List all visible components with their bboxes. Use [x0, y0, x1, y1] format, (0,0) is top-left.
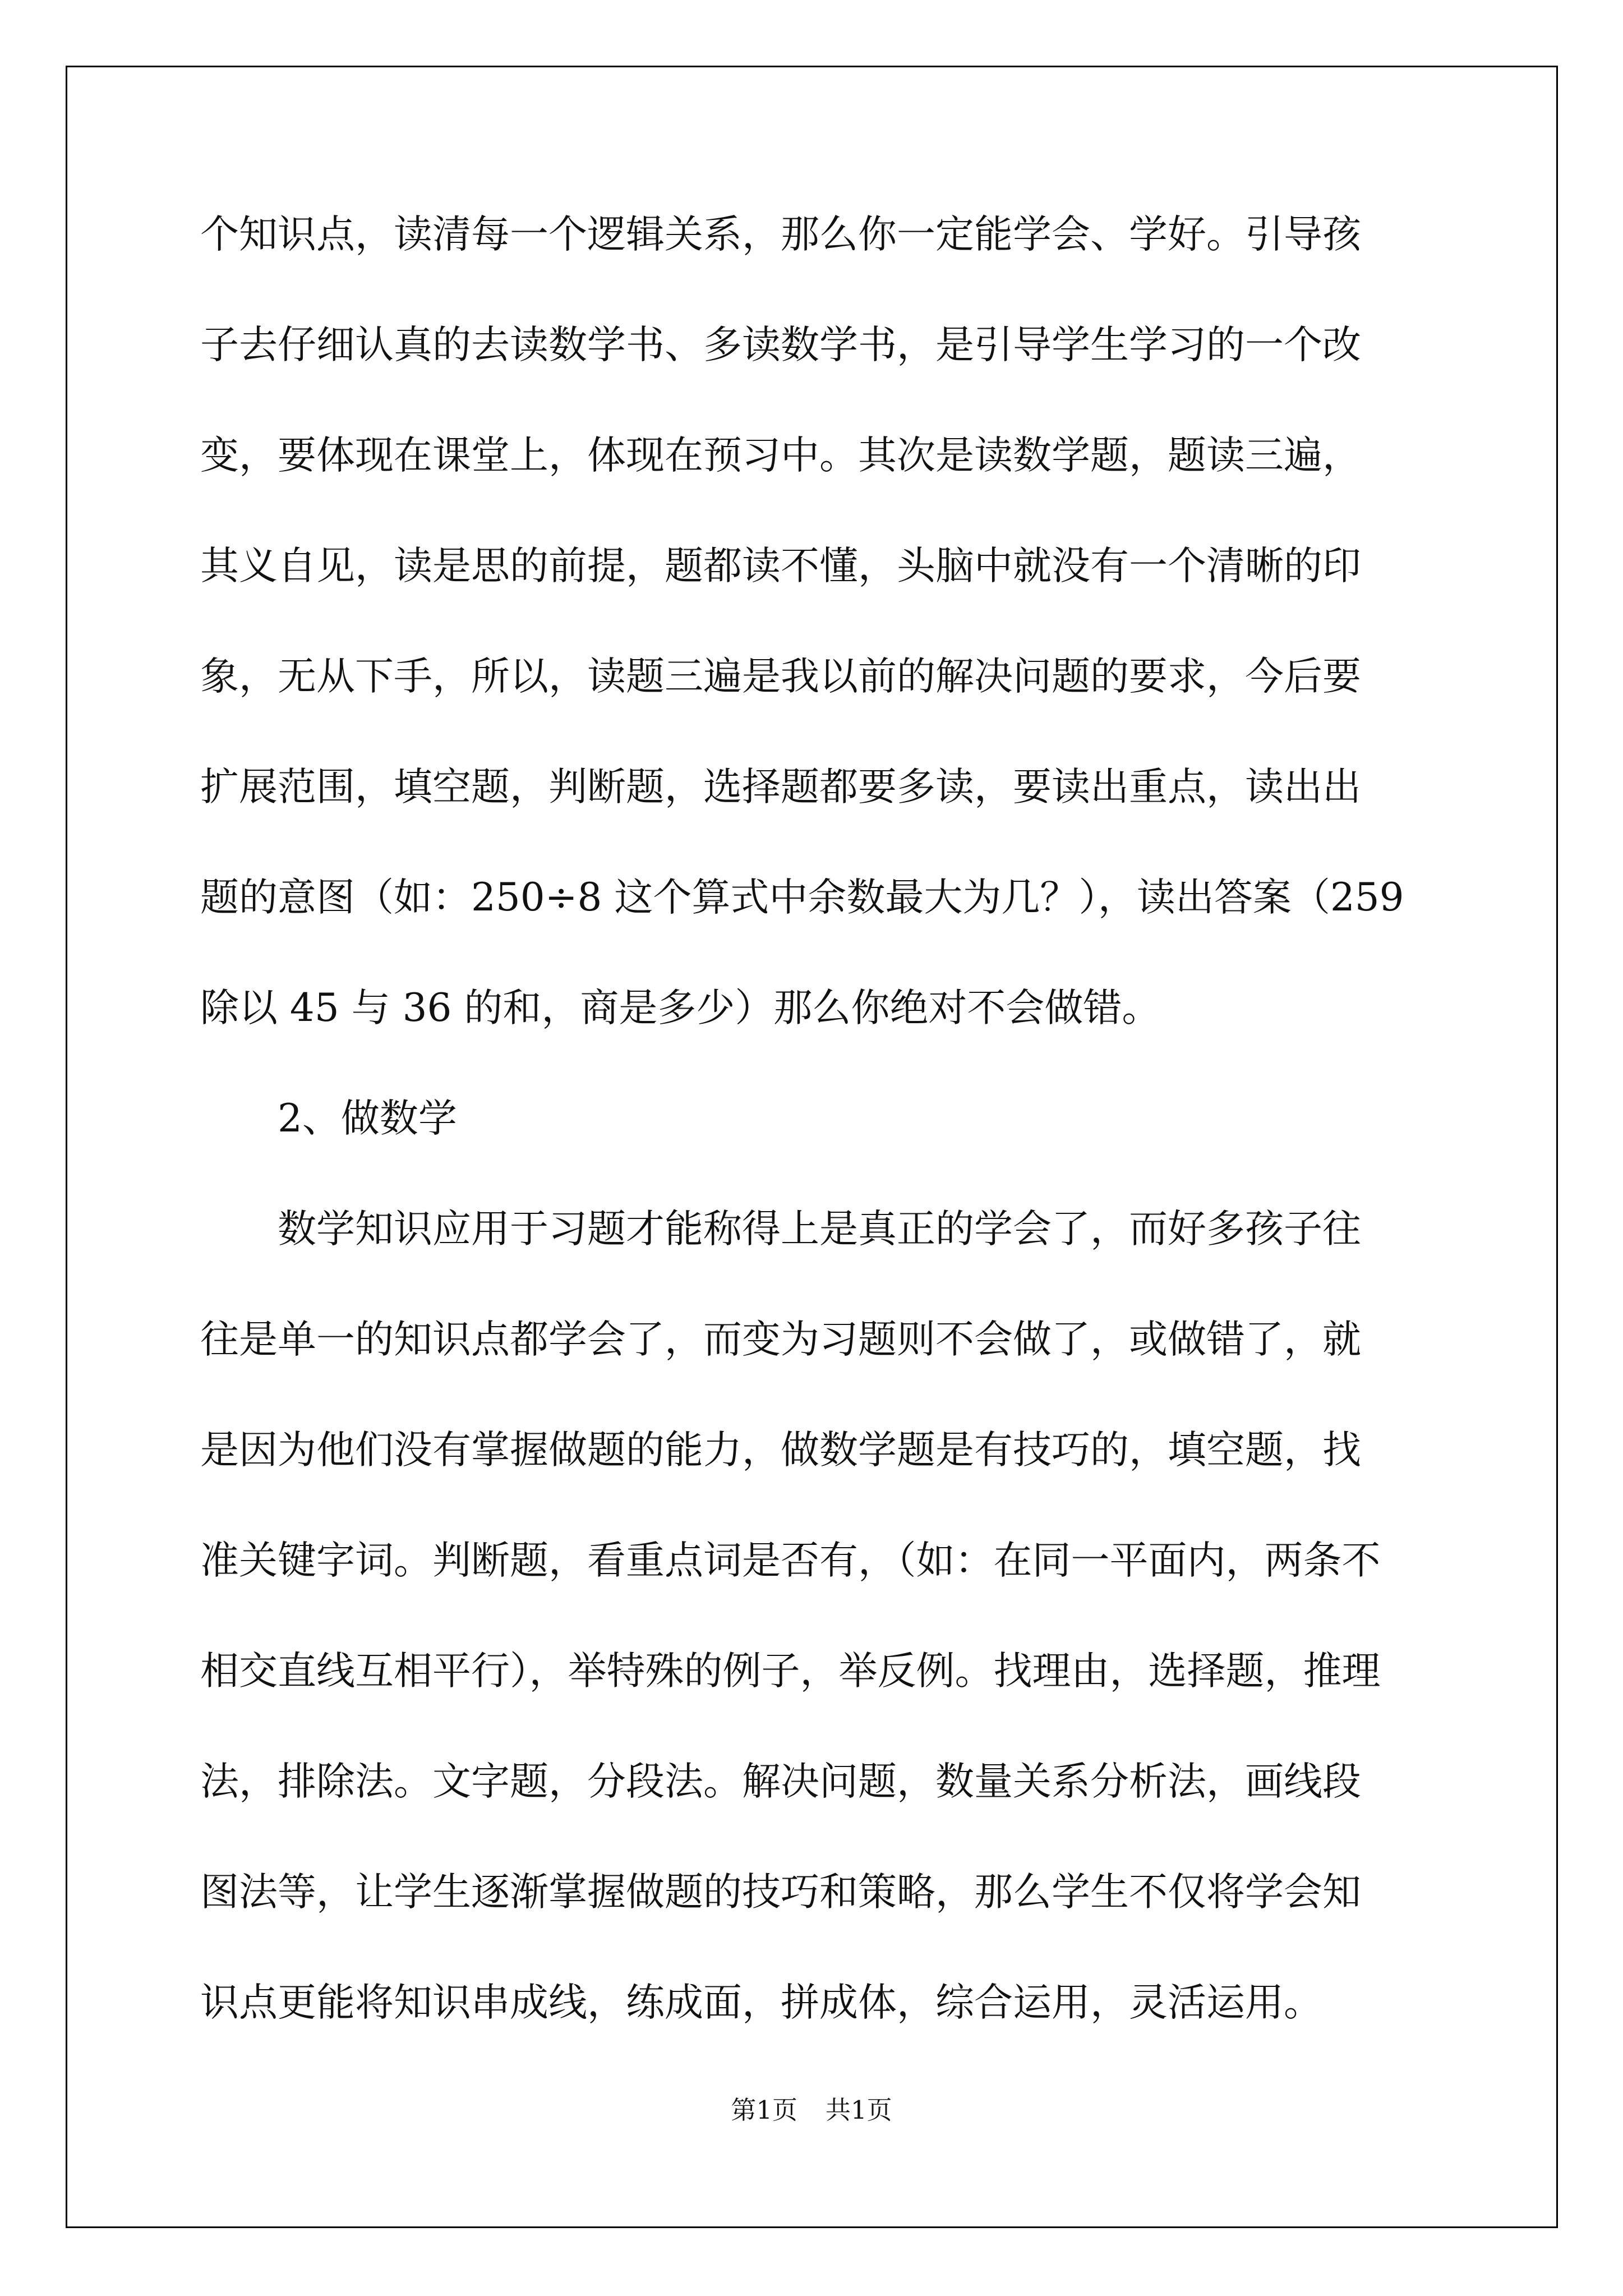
text-line: 是因为他们没有掌握做题的能力，做数学题是有技巧的，填空题，找 — [200, 1428, 1361, 1473]
page-number: 第1页 — [731, 2095, 797, 2125]
text-line: 数学知识应用于习题才能称得上是真正的学会了，而好多孩子往 — [278, 1207, 1361, 1251]
text-line: 扩展范围，填空题，判断题，选择题都要多读，要读出重点，读出出 — [200, 765, 1361, 809]
text-line: 题的意图（如：250÷8 这个算式中余数最大为几？），读出答案（259 — [200, 875, 1404, 920]
text-line: 变，要体现在课堂上，体现在预习中。其次是读数学题，题读三遍， — [200, 433, 1361, 478]
text-line: 子去仔细认真的去读数学书、多读数学书，是引导学生学习的一个改 — [200, 323, 1361, 367]
text-line: 准关键字词。判断题，看重点词是否有，（如：在同一平面内，两条不 — [200, 1538, 1381, 1583]
text-line: 其义自见，读是思的前提，题都读不懂，头脑中就没有一个清晰的印 — [200, 544, 1361, 588]
text-line: 法，排除法。文字题，分段法。解决问题，数量关系分析法，画线段 — [200, 1759, 1361, 1804]
section-heading: 2、做数学 — [278, 1096, 457, 1141]
text-line: 个知识点，读清每一个逻辑关系，那么你一定能学会、学好。引导孩 — [200, 212, 1361, 257]
page-footer — [0, 2090, 1623, 2126]
text-line: 往是单一的知识点都学会了，而变为习题则不会做了，或做错了，就 — [200, 1317, 1361, 1362]
text-line: 象，无从下手，所以，读题三遍是我以前的解决问题的要求，今后要 — [200, 654, 1361, 699]
document-body — [200, 206, 1434, 2085]
text-line: 图法等，让学生逐渐掌握做题的技巧和策略，那么学生不仅将学会知 — [200, 1870, 1361, 1915]
text-line: 除以 45 与 36 的和，商是多少）那么你绝对不会做错。 — [200, 986, 1161, 1030]
text-line: 相交直线互相平行），举特殊的例子，举反例。找理由，选择题，推理 — [200, 1649, 1381, 1694]
text-line: 识点更能将知识串成线，练成面，拼成体，综合运用，灵活运用。 — [200, 1980, 1322, 2025]
page-total: 共1页 — [826, 2095, 892, 2125]
